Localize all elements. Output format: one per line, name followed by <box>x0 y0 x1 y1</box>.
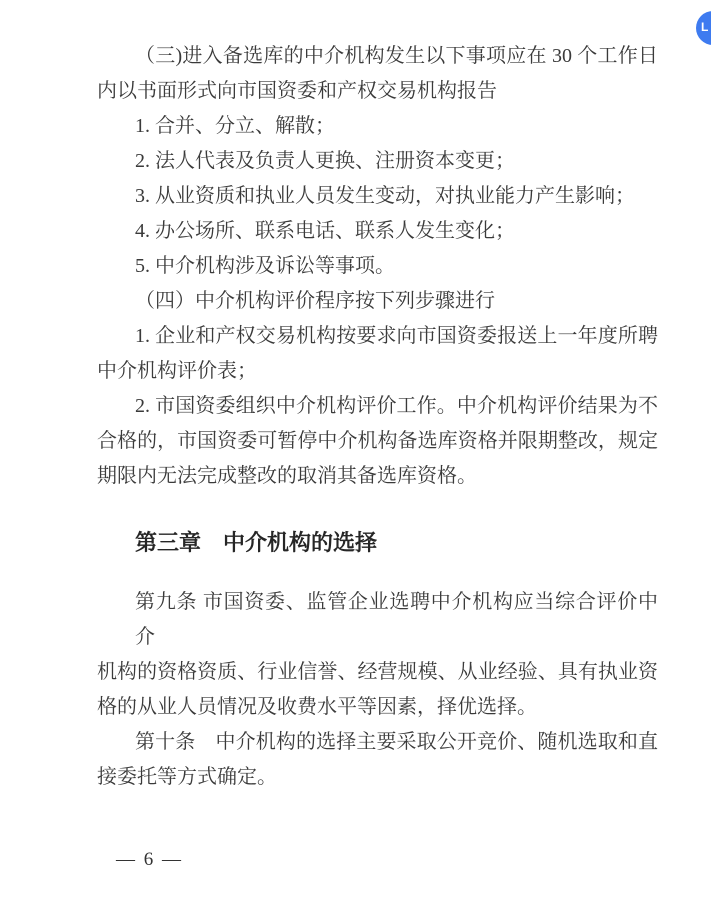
text-line: 机构的资格资质、行业信誉、经营规模、从业经验、具有执业资 <box>97 661 658 683</box>
paragraph <box>97 585 658 725</box>
text-line: 接委托等方式确定。 <box>97 766 277 788</box>
text-line: 2. 市国资委组织中介机构评价工作。中介机构评价结果为不 <box>135 395 658 417</box>
paragraph <box>97 214 658 249</box>
paragraph <box>97 725 658 795</box>
text-line: （四）中介机构评价程序按下列步骤进行 <box>135 290 495 312</box>
paragraph <box>97 284 658 319</box>
text-line: （三)进入备选库的中介机构发生以下事项应在 30 个工作日 <box>135 45 658 67</box>
text-line: 5. 中介机构涉及诉讼等事项。 <box>135 255 395 277</box>
assistant-floating-button[interactable] <box>696 11 711 45</box>
paragraph <box>97 389 658 494</box>
text-line: 3. 从业资质和执业人员发生变动，对执业能力产生影响； <box>135 185 635 207</box>
text-line: 格的从业人员情况及收费水平等因素，择优选择。 <box>97 696 537 718</box>
text-line: 4. 办公场所、联系电话、联系人发生变化； <box>135 220 515 242</box>
section-heading <box>97 525 658 560</box>
text-line: 期限内无法完成整改的取消其备选库资格。 <box>97 465 477 487</box>
paragraph <box>97 39 658 109</box>
paragraph <box>97 109 658 144</box>
text-line: 合格的，市国资委可暂停中介机构备选库资格并限期整改，规定 <box>97 430 658 452</box>
text-line: 第九条 市国资委、监管企业选聘中介机构应当综合评价中介 <box>135 591 658 648</box>
paragraph <box>97 144 658 179</box>
text-line: 1. 合并、分立、解散； <box>135 115 335 137</box>
paragraph <box>97 249 658 284</box>
paragraph <box>97 319 658 389</box>
text-line: 2. 法人代表及负责人更换、注册资本变更； <box>135 150 515 172</box>
text-line: 第十条 中介机构的选择主要采取公开竞价、随机选取和直 <box>135 731 658 753</box>
text-line: 内以书面形式向市国资委和产权交易机构报告 <box>97 80 497 102</box>
page-number: — 6 — <box>116 849 183 870</box>
assistant-icon: L <box>701 20 709 34</box>
text-line: 中介机构评价表； <box>97 360 257 382</box>
paragraph <box>97 179 658 214</box>
text-line: 1. 企业和产权交易机构按要求向市国资委报送上一年度所聘 <box>135 325 658 347</box>
document-content <box>97 39 658 795</box>
text-line: 第三章 中介机构的选择 <box>135 530 378 555</box>
